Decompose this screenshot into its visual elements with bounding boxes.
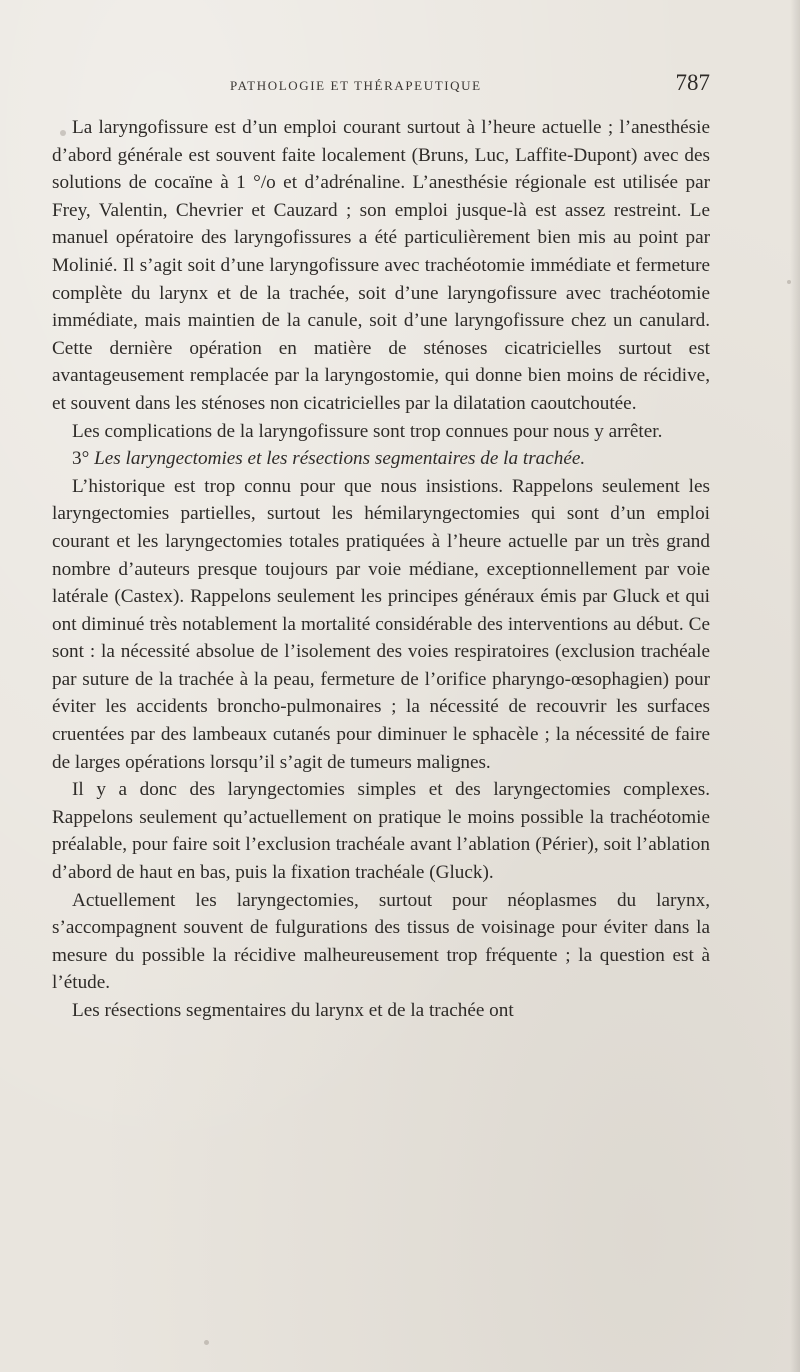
paragraph: Il y a donc des laryngectomies simples et des laryngectomies complexes. Rappelons seulement qu’actuellement on pratique le moins possible la trachéotomie préalable, pour faire soit l’exclusion trachéale avant l’ablation (Périer), soit l’ablation d’abord de haut en bas, puis la fixation trachéale (Gluck). <box>52 779 710 884</box>
section-heading <box>52 445 710 473</box>
running-header <box>52 70 710 110</box>
section-number: 3° <box>72 448 90 470</box>
page-edge-shadow <box>790 0 800 1372</box>
paper-smudge <box>204 1340 209 1345</box>
section-title: Les laryngectomies et les résections segmentaires de la trachée. <box>94 448 586 470</box>
body-text <box>52 114 710 1025</box>
paragraph: Actuellement les laryngectomies, surtout pour néoplasmes du larynx, s’accompagnent souvent de fulgurations des tissus de voisinage pour éviter dans la mesure du possible la récidive malheureusement trop fréquente ; la question est à l’étude. <box>52 889 710 994</box>
book-page <box>52 70 710 1025</box>
running-header-title: PATHOLOGIE ET THÉRAPEUTIQUE <box>230 78 482 93</box>
paragraph: L’historique est trop connu pour que nous insistions. Rappelons seulement les laryngectomies partielles, surtout les hémilaryngectomies qui sont d’un emploi courant et les laryngectomies totales pratiquées à l’heure actuelle par un très grand nombre d’auteurs presque toujours par voie médiane, exceptionnellement par voie latérale (Castex). Rappelons seulement les principes généraux émis par Gluck et qui ont diminué très notablement la mortalité considérable des interventions au début. Ce sont : la nécessité absolue de l’isolement des voies respiratoires (exclusion trachéale par suture de la trachée à la peau, fermeture de l’orifice pharyngo-œsophagien) pour éviter les accidents broncho-pulmonaires ; la nécessité de recouvrir les surfaces cruentées par des lambeaux cutanés pour diminuer le sphacèle ; la nécessité de faire de larges opérations lorsqu’il s’agit de tumeurs malignes. <box>52 475 710 773</box>
paper-smudge <box>787 280 791 284</box>
paragraph: Les complications de la laryngofissure sont trop connues pour nous y arrêter. <box>72 420 663 442</box>
paragraph: Les résections segmentaires du larynx et de la trachée ont <box>72 1000 514 1021</box>
page-number: 787 <box>675 70 710 95</box>
paragraph: La laryngofissure est d’un emploi courant surtout à l’heure actuelle ; l’anesthésie d’abord générale est souvent faite localement (Bruns, Luc, Laffite-Dupont) avec des solutions de cocaïne à 1 °/o et d’adrénaline. L’anesthésie régionale est utilisée par Frey, Valentin, Chevrier et Cauzard ; son emploi jusque-là est assez restreint. Le manuel opératoire des laryngofissures a été particulièrement bien mis au point par Molinié. Il s’agit soit d’une laryngofissure avec trachéotomie immédiate et fermeture complète du larynx et de la trachée, soit d’une laryngofissure avec trachéotomie immédiate, mais maintien de la canule, soit d’une laryngofissure chez un canulard. Cette dernière opération en matière de sténoses cicatricielles surtout est avantageusement remplacée par la laryngostomie, qui donne bien moins de récidive, et souvent dans les sténoses non cicatricielles par la dilatation caoutchoutée. <box>52 117 710 414</box>
